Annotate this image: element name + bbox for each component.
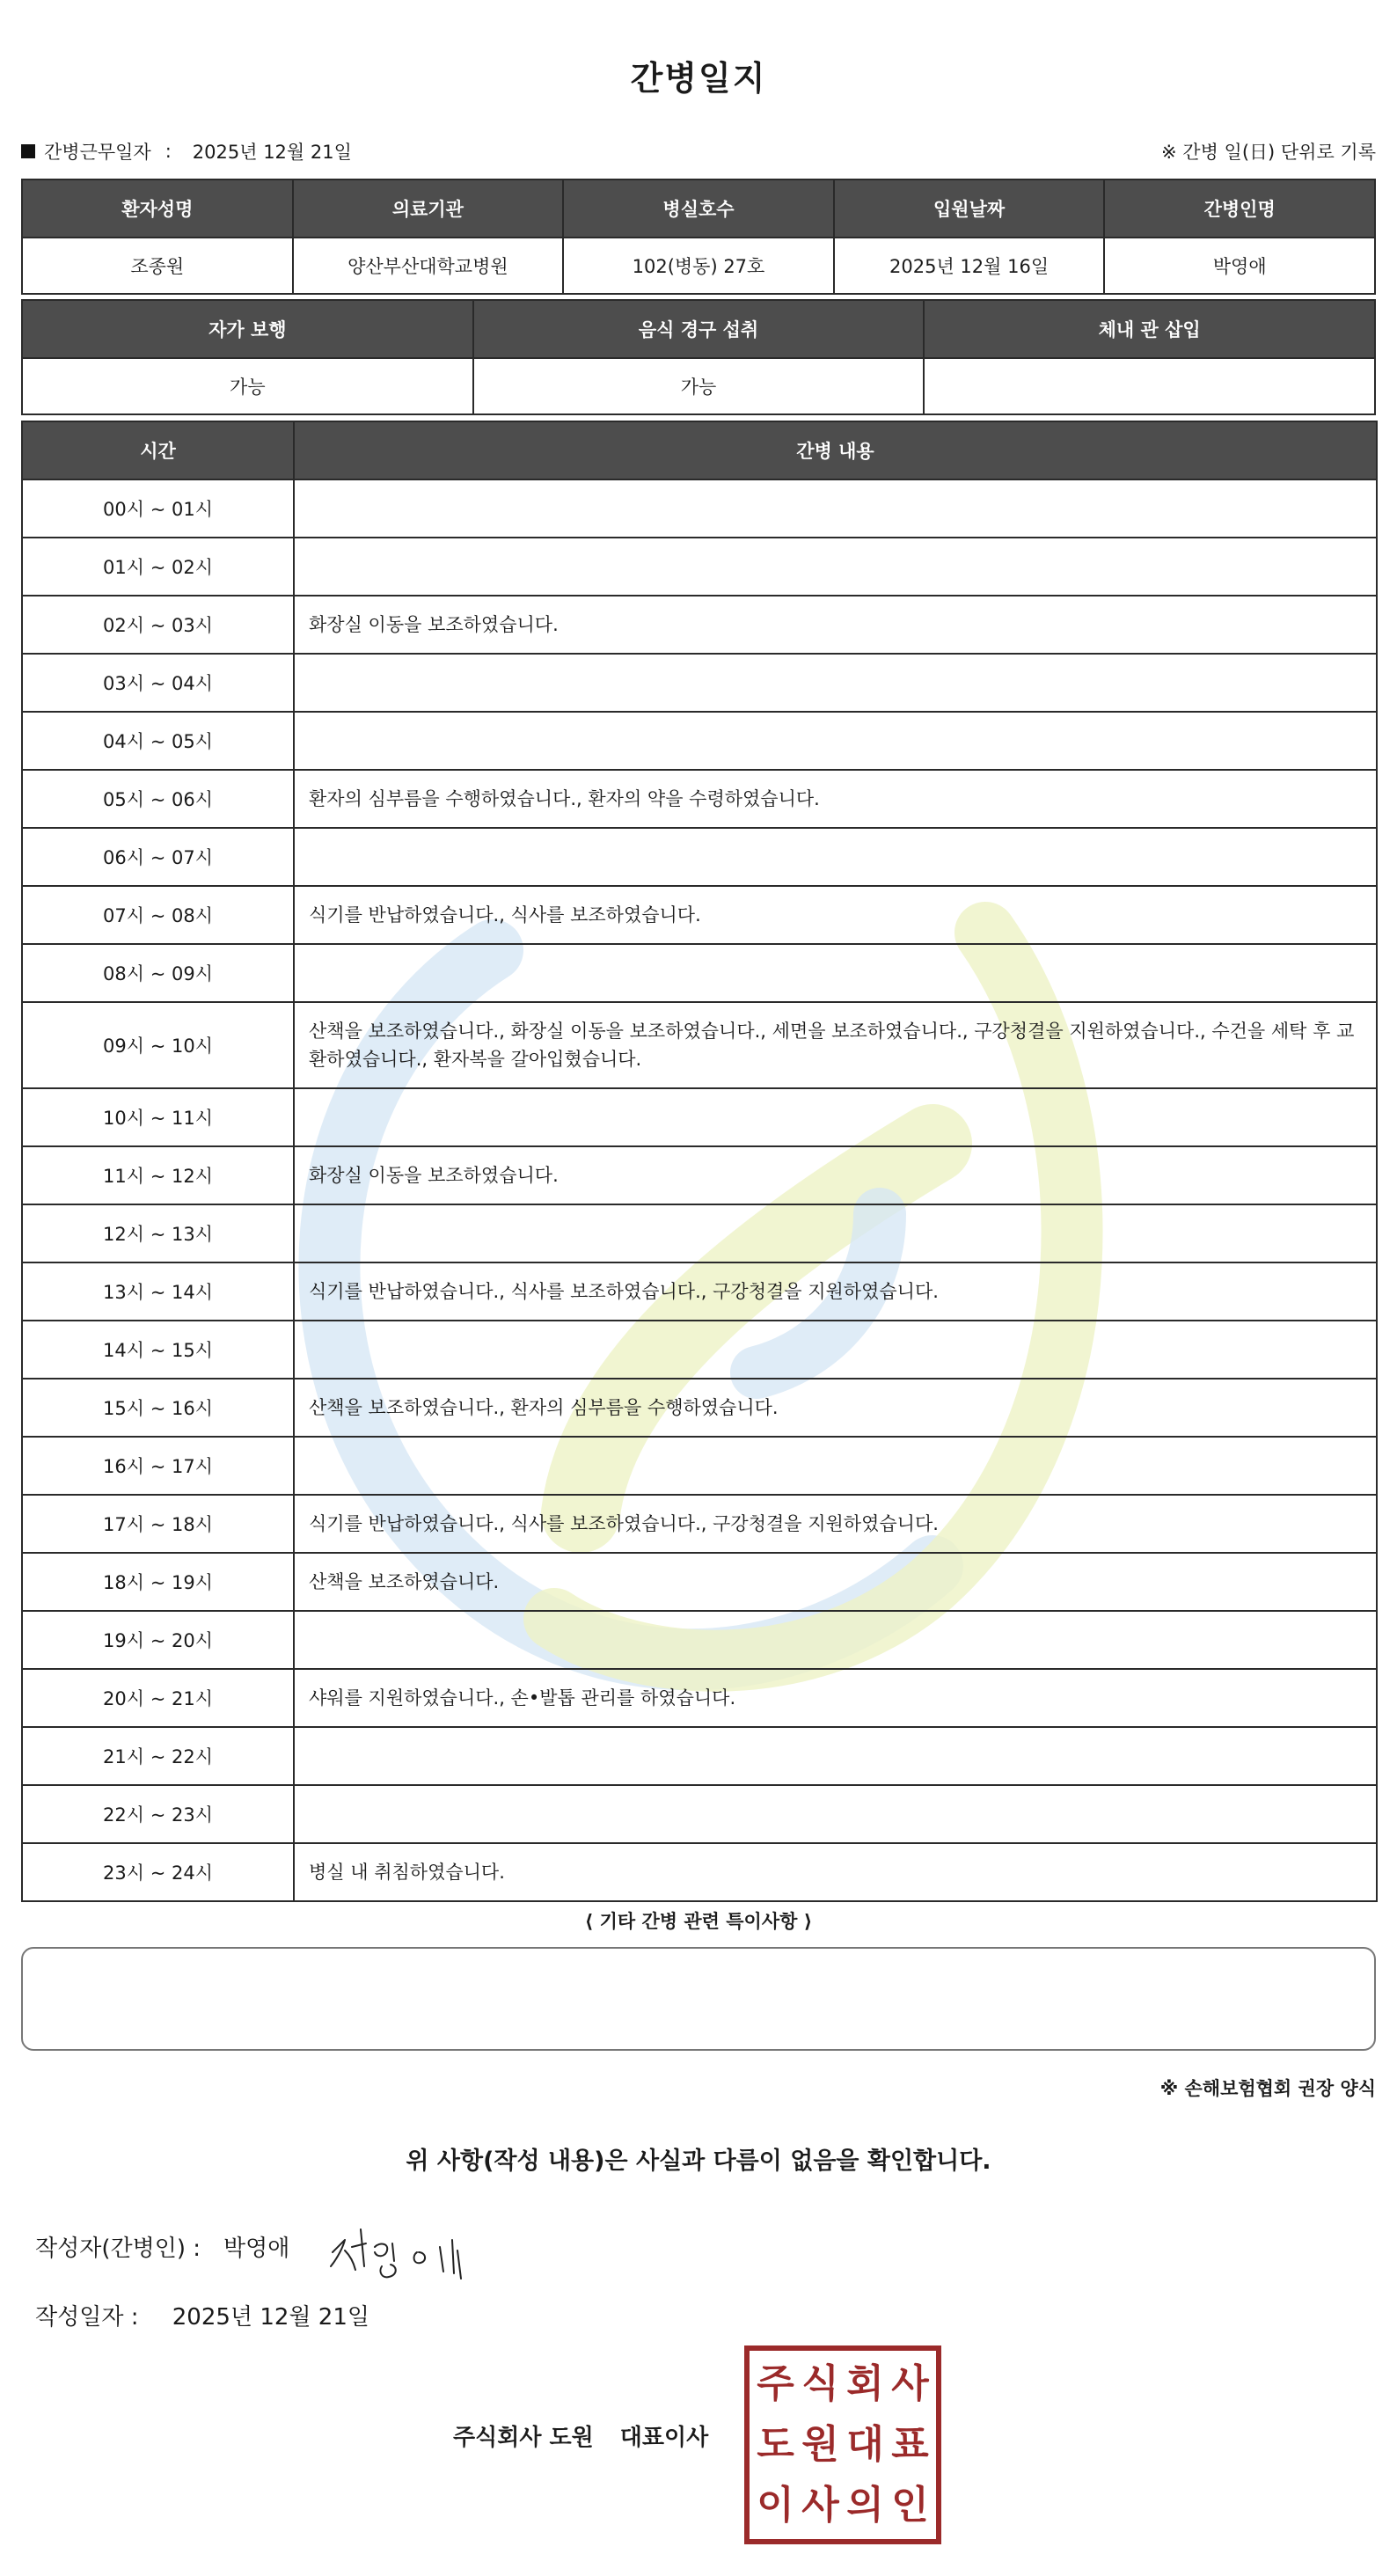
seal-char: 주 bbox=[757, 2361, 794, 2407]
log-time-cell: 09시 ~ 10시 bbox=[22, 1002, 294, 1088]
log-row bbox=[22, 1321, 1377, 1379]
admission-date: 2025년 12월 16일 bbox=[834, 238, 1105, 294]
log-row bbox=[22, 770, 1377, 828]
log-content-cell: 병실 내 취침하였습니다. bbox=[294, 1843, 1377, 1901]
log-content-cell: 화장실 이동을 보조하였습니다. bbox=[294, 1146, 1377, 1204]
log-time-cell: 17시 ~ 18시 bbox=[22, 1495, 294, 1553]
log-time-cell: 11시 ~ 12시 bbox=[22, 1146, 294, 1204]
log-row bbox=[22, 712, 1377, 770]
self-walking-value: 가능 bbox=[22, 358, 473, 414]
log-row bbox=[22, 1146, 1377, 1204]
log-header-row bbox=[22, 421, 1377, 479]
log-row bbox=[22, 886, 1377, 944]
room-number: 102(병동) 27호 bbox=[563, 238, 834, 294]
seal-char: 식 bbox=[801, 2361, 839, 2407]
log-time-cell: 18시 ~ 19시 bbox=[22, 1553, 294, 1611]
seal-char: 사 bbox=[801, 2482, 839, 2528]
log-time-cell: 16시 ~ 17시 bbox=[22, 1437, 294, 1495]
company-name: 주식회사 도원 bbox=[453, 2425, 594, 2451]
caregiver-name: 박영애 bbox=[1104, 238, 1375, 294]
log-time-cell: 01시 ~ 02시 bbox=[22, 538, 294, 596]
company-title: 대표이사 bbox=[619, 2425, 709, 2451]
header-caregiver-name: 간병인명 bbox=[1104, 179, 1375, 238]
log-content-cell bbox=[294, 538, 1377, 596]
seal-char: 인 bbox=[891, 2482, 929, 2528]
log-time-cell: 14시 ~ 15시 bbox=[22, 1321, 294, 1379]
ability-header-row bbox=[22, 300, 1375, 358]
log-row bbox=[22, 1002, 1377, 1088]
company-line bbox=[453, 2419, 708, 2452]
work-date-value: 2025년 12월 21일 bbox=[192, 142, 352, 163]
log-row bbox=[22, 1437, 1377, 1495]
log-content-cell bbox=[294, 1437, 1377, 1495]
log-row bbox=[22, 1495, 1377, 1553]
log-content-cell bbox=[294, 479, 1377, 538]
log-time-cell: 22시 ~ 23시 bbox=[22, 1785, 294, 1843]
work-date-group bbox=[21, 138, 352, 165]
patient-info-table bbox=[21, 179, 1376, 295]
special-notes-title: ⟨ 기타 간병 관련 특이사항 ⟩ bbox=[584, 1911, 813, 1932]
log-time-cell: 12시 ~ 13시 bbox=[22, 1204, 294, 1262]
header-oral-intake: 음식 경구 섭취 bbox=[473, 300, 925, 358]
log-row bbox=[22, 1553, 1377, 1611]
log-row bbox=[22, 1088, 1377, 1146]
seal-char: 도 bbox=[757, 2421, 794, 2467]
log-content-cell bbox=[294, 1727, 1377, 1785]
writer-name: 박영애 bbox=[223, 2236, 290, 2262]
care-log-table bbox=[21, 421, 1378, 1902]
writer-line bbox=[35, 2230, 289, 2263]
log-content-cell: 환자의 심부름을 수행하였습니다., 환자의 약을 수령하였습니다. bbox=[294, 770, 1377, 828]
header-patient-name: 환자성명 bbox=[22, 179, 293, 238]
log-content-cell bbox=[294, 1204, 1377, 1262]
header-admission-date: 입원날짜 bbox=[834, 179, 1105, 238]
log-row bbox=[22, 1204, 1377, 1262]
log-time-cell: 10시 ~ 11시 bbox=[22, 1088, 294, 1146]
log-row bbox=[22, 538, 1377, 596]
log-time-cell: 03시 ~ 04시 bbox=[22, 654, 294, 712]
log-row bbox=[22, 1379, 1377, 1437]
log-time-cell: 23시 ~ 24시 bbox=[22, 1843, 294, 1901]
hospital: 양산부산대학교병원 bbox=[293, 238, 564, 294]
company-seal-stamp bbox=[744, 2345, 941, 2544]
header-care-content: 간병 내용 bbox=[294, 421, 1377, 479]
work-date-separator: : bbox=[165, 141, 172, 162]
log-row bbox=[22, 1262, 1377, 1321]
log-content-cell: 식기를 반납하였습니다., 식사를 보조하였습니다. bbox=[294, 886, 1377, 944]
log-content-cell: 샤워를 지원하였습니다., 손•발톱 관리를 하였습니다. bbox=[294, 1669, 1377, 1727]
seal-char: 이 bbox=[757, 2482, 794, 2528]
log-content-cell bbox=[294, 1321, 1377, 1379]
written-date-value: 2025년 12월 21일 bbox=[172, 2304, 369, 2331]
written-date-line bbox=[35, 2299, 369, 2331]
square-bullet-icon bbox=[21, 144, 35, 158]
written-date-label: 작성일자 : bbox=[35, 2304, 139, 2331]
log-content-cell bbox=[294, 828, 1377, 886]
log-row bbox=[22, 654, 1377, 712]
seal-char: 의 bbox=[846, 2482, 884, 2528]
header-time: 시간 bbox=[22, 421, 294, 479]
log-content-cell bbox=[294, 712, 1377, 770]
log-time-cell: 04시 ~ 05시 bbox=[22, 712, 294, 770]
ability-value-row bbox=[22, 358, 1375, 414]
log-content-cell: 식기를 반납하였습니다., 식사를 보조하였습니다., 구강청결을 지원하였습니다. bbox=[294, 1495, 1377, 1553]
handwritten-signature bbox=[325, 2217, 484, 2284]
special-notes-box bbox=[21, 1947, 1376, 2051]
log-content-cell bbox=[294, 654, 1377, 712]
meta-row bbox=[21, 137, 1376, 165]
log-row bbox=[22, 1785, 1377, 1843]
log-row bbox=[22, 596, 1377, 654]
info-value-row bbox=[22, 238, 1375, 294]
log-time-cell: 08시 ~ 09시 bbox=[22, 944, 294, 1002]
recommendation-note: ※ 손해보험협회 권장 양식 bbox=[1159, 2078, 1376, 2099]
seal-char: 사 bbox=[891, 2361, 929, 2407]
record-unit-note: ※ 간병 일(日) 단위로 기록 bbox=[1161, 142, 1376, 163]
seal-char: 회 bbox=[846, 2361, 884, 2407]
log-row bbox=[22, 479, 1377, 538]
tube-insertion-value bbox=[924, 358, 1375, 414]
document-title: 간병일지 bbox=[630, 59, 767, 98]
log-content-cell bbox=[294, 1785, 1377, 1843]
log-row bbox=[22, 944, 1377, 1002]
log-row bbox=[22, 828, 1377, 886]
oral-intake-value: 가능 bbox=[473, 358, 925, 414]
seal-char: 대 bbox=[846, 2421, 884, 2467]
log-row bbox=[22, 1727, 1377, 1785]
log-content-cell: 산책을 보조하였습니다., 화장실 이동을 보조하였습니다., 세면을 보조하였습니다., 구강청결을 지원하였습니다., 수건을 세탁 후 교환하였습니다., 환자복을 갈아입혔습니다. bbox=[294, 1002, 1377, 1088]
log-content-cell: 화장실 이동을 보조하였습니다. bbox=[294, 596, 1377, 654]
writer-label: 작성자(간병인) : bbox=[35, 2236, 201, 2262]
info-header-row bbox=[22, 179, 1375, 238]
log-time-cell: 15시 ~ 16시 bbox=[22, 1379, 294, 1437]
log-time-cell: 06시 ~ 07시 bbox=[22, 828, 294, 886]
log-content-cell: 산책을 보조하였습니다. bbox=[294, 1553, 1377, 1611]
confirmation-statement: 위 사항(작성 내용)은 사실과 다름이 없음을 확인합니다. bbox=[406, 2148, 991, 2175]
seal-char: 원 bbox=[801, 2421, 839, 2467]
header-self-walking: 자가 보행 bbox=[22, 300, 473, 358]
log-content-cell bbox=[294, 1611, 1377, 1669]
log-content-cell: 산책을 보조하였습니다., 환자의 심부름을 수행하였습니다. bbox=[294, 1379, 1377, 1437]
log-content-cell bbox=[294, 1088, 1377, 1146]
log-time-cell: 21시 ~ 22시 bbox=[22, 1727, 294, 1785]
log-row bbox=[22, 1843, 1377, 1901]
seal-char: 표 bbox=[891, 2421, 929, 2467]
log-content-cell bbox=[294, 944, 1377, 1002]
header-hospital: 의료기관 bbox=[293, 179, 564, 238]
header-tube-insertion: 체내 관 삽입 bbox=[924, 300, 1375, 358]
patient-name: 조종원 bbox=[22, 238, 293, 294]
patient-ability-table bbox=[21, 299, 1376, 415]
log-content-cell: 식기를 반납하였습니다., 식사를 보조하였습니다., 구강청결을 지원하였습니다. bbox=[294, 1262, 1377, 1321]
work-date-label: 간병근무일자 bbox=[44, 142, 151, 163]
log-time-cell: 19시 ~ 20시 bbox=[22, 1611, 294, 1669]
log-time-cell: 07시 ~ 08시 bbox=[22, 886, 294, 944]
header-room: 병실호수 bbox=[563, 179, 834, 238]
log-row bbox=[22, 1669, 1377, 1727]
log-row bbox=[22, 1611, 1377, 1669]
log-body bbox=[22, 479, 1377, 1901]
log-time-cell: 02시 ~ 03시 bbox=[22, 596, 294, 654]
log-time-cell: 05시 ~ 06시 bbox=[22, 770, 294, 828]
log-time-cell: 00시 ~ 01시 bbox=[22, 479, 294, 538]
log-time-cell: 20시 ~ 21시 bbox=[22, 1669, 294, 1727]
log-time-cell: 13시 ~ 14시 bbox=[22, 1262, 294, 1321]
